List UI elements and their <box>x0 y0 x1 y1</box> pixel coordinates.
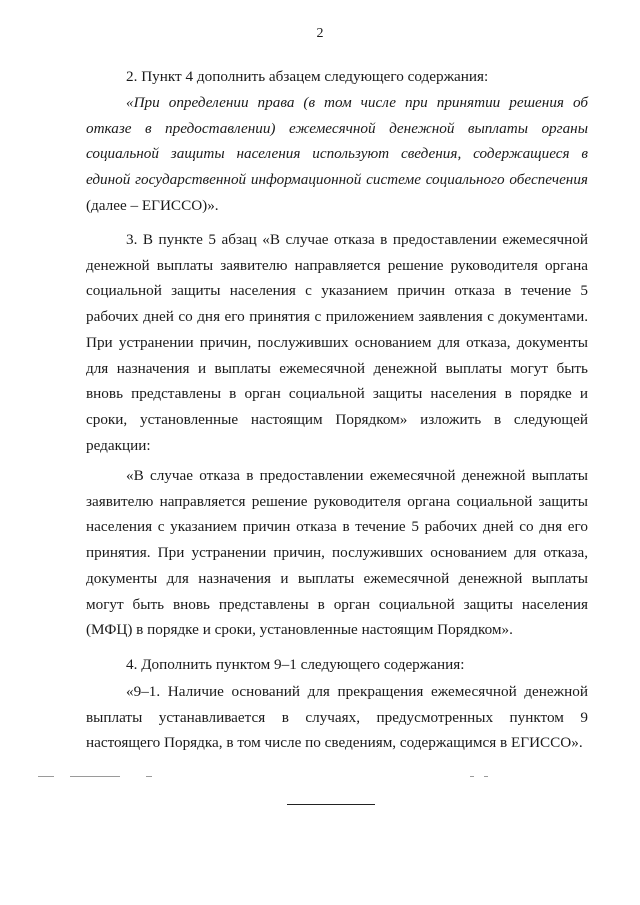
item-2-paragraph <box>86 64 588 90</box>
item-3-quote-text: «В случае отказа в предоставлении ежемесячной денежной выплаты заявителю направляется решение руководителя органа социальной защиты населения с указанием причин отказа в течение 5 рабочих дней со дня его принятия. При устранении причин, послуживших основанием для отказа, документы для назначения и выплаты ежемесячной денежной выплаты могут быть вновь представлены в орган социальной защиты населения (МФЦ) в порядке и сроки, установленные настоящим Порядком». <box>86 467 588 639</box>
item-2-quote-italic: «При определении права (в том числе при принятии решения об отказе в предоставлении) ежемесячной денежной выплаты органы социальной защиты населения используют сведения, содержащиеся в единой государственной информационной системе социального обеспечения <box>86 94 588 189</box>
item-4-intro: 4. Дополнить пунктом 9–1 следующего содержания: <box>126 656 465 673</box>
item-3-paragraph <box>86 227 588 458</box>
item-4-paragraph <box>86 652 588 678</box>
scan-mark-left-2 <box>70 776 120 777</box>
item-4-quote <box>86 679 588 756</box>
scan-mark-right-2 <box>484 776 488 777</box>
scan-mark-left <box>38 776 54 777</box>
item-3-text: 3. В пункте 5 абзац «В случае отказа в предоставлении ежемесячной денежной выплаты заявителю направляется решение руководителя органа социальной защиты населения с указанием причин отказа в течение 5 рабочих дней со дня его принятия с приложением заявления с документами. При устранении причин, послуживших основанием для отказа, документы для назначения и выплаты ежемесячной денежной выплаты могут быть вновь представлены в орган социальной защиты населения в порядке и сроки, установленные настоящим Порядком» изложить в следующей редакции: <box>86 231 588 454</box>
scan-mark-right <box>470 776 474 777</box>
scan-mark-left-3 <box>146 776 152 777</box>
item-4-quote-text: «9–1. Наличие оснований для прекращения ежемесячной денежной выплаты устанавливается в случаях, предусмотренных пунктом 9 настоящего Порядка, в том числе по сведениям, содержащимся в ЕГИССО». <box>86 683 588 752</box>
item-2-quote-paragraph <box>86 90 588 219</box>
end-separator-line <box>287 804 375 805</box>
item-2-intro: 2. Пункт 4 дополнить абзацем следующего содержания: <box>126 68 489 85</box>
page-number: 2 <box>316 26 324 41</box>
item-3-quote <box>86 463 588 643</box>
item-2-quote <box>86 90 588 219</box>
item-2-quote-tail: (далее – ЕГИССО)». <box>86 196 219 214</box>
